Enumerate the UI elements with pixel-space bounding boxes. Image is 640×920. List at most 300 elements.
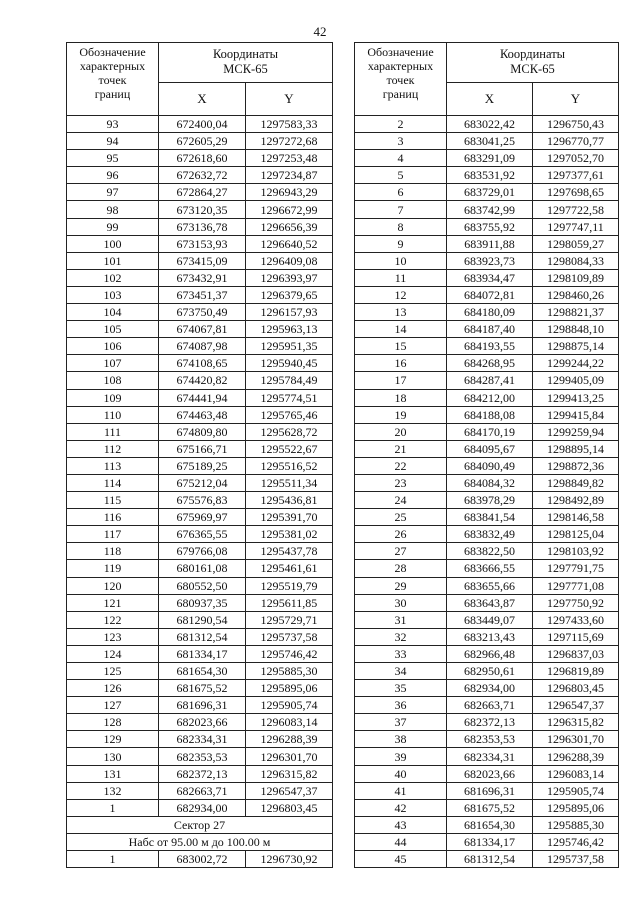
table-row [355,492,619,509]
table-row [355,201,619,218]
table-row [355,782,619,799]
point-number-cell: 122 [67,611,159,628]
point-number-cell: 113 [67,457,159,474]
x-coordinate-cell: 675166,71 [159,440,246,457]
x-coordinate-cell: 684095,67 [447,440,533,457]
x-coordinate-cell: 684170,19 [447,423,533,440]
point-number-cell: 30 [355,594,447,611]
x-coordinate-cell: 673432,91 [159,269,246,286]
y-coordinate-cell: 1299259,94 [533,423,619,440]
y-coordinate-cell: 1297722,58 [533,201,619,218]
point-number-cell: 94 [67,133,159,150]
table-row [67,680,333,697]
table-row [355,235,619,252]
point-number-cell: 27 [355,543,447,560]
x-coordinate-cell: 674087,98 [159,338,246,355]
y-coordinate-cell: 1298084,33 [533,252,619,269]
header-y: Y [533,82,619,115]
x-coordinate-cell: 675969,97 [159,509,246,526]
y-coordinate-cell: 1296672,99 [246,201,333,218]
point-number-cell: 116 [67,509,159,526]
x-coordinate-cell: 682023,66 [447,765,533,782]
x-coordinate-cell: 682934,00 [447,680,533,697]
y-coordinate-cell: 1295940,45 [246,355,333,372]
table-row [67,252,333,269]
y-coordinate-cell: 1296157,93 [246,304,333,321]
table-row [67,286,333,303]
x-coordinate-cell: 683041,25 [447,133,533,150]
point-number-cell: 108 [67,372,159,389]
x-coordinate-cell: 676365,55 [159,526,246,543]
header-designation-line: точек [98,73,127,87]
table-row [67,201,333,218]
table-body-right [355,116,619,868]
x-coordinate-cell: 683729,01 [447,184,533,201]
table-row [355,286,619,303]
x-coordinate-cell: 673451,37 [159,286,246,303]
point-number-cell: 33 [355,645,447,662]
x-coordinate-cell: 672400,04 [159,116,246,133]
y-coordinate-cell: 1299244,22 [533,355,619,372]
point-number-cell: 101 [67,252,159,269]
table-row [67,304,333,321]
y-coordinate-cell: 1296640,52 [246,235,333,252]
point-number-cell: 2 [355,116,447,133]
x-coordinate-cell: 674809,80 [159,423,246,440]
y-coordinate-cell: 1296315,82 [533,714,619,731]
table-row [67,184,333,201]
table-row [67,714,333,731]
point-number-cell: 35 [355,680,447,697]
height-range-label: Набс от 95.00 м до 100.00 м [67,833,333,850]
header-y: Y [246,82,333,115]
x-coordinate-cell: 673415,09 [159,252,246,269]
point-number-cell: 100 [67,235,159,252]
table-row [355,269,619,286]
point-number-cell: 28 [355,560,447,577]
point-number-cell: 25 [355,509,447,526]
table-row [67,389,333,406]
point-number-cell: 9 [355,235,447,252]
point-number-cell: 36 [355,697,447,714]
x-coordinate-cell: 682966,48 [447,645,533,662]
point-number-cell: 127 [67,697,159,714]
y-coordinate-cell: 1298492,89 [533,492,619,509]
x-coordinate-cell: 682663,71 [447,697,533,714]
y-coordinate-cell: 1297377,61 [533,167,619,184]
y-coordinate-cell: 1297750,92 [533,594,619,611]
x-coordinate-cell: 684287,41 [447,372,533,389]
point-number-cell: 22 [355,457,447,474]
x-coordinate-cell: 683911,88 [447,235,533,252]
x-coordinate-cell: 683655,66 [447,577,533,594]
point-number-cell: 39 [355,748,447,765]
y-coordinate-cell: 1297052,70 [533,150,619,167]
x-coordinate-cell: 684268,95 [447,355,533,372]
x-coordinate-cell: 681654,30 [447,816,533,833]
point-number-cell: 109 [67,389,159,406]
table-row [355,611,619,628]
y-coordinate-cell: 1295774,51 [246,389,333,406]
sector-label: Сектор 27 [67,816,333,833]
point-number-cell: 125 [67,663,159,680]
point-number-cell: 102 [67,269,159,286]
table-row [355,560,619,577]
y-coordinate-cell: 1298109,89 [533,269,619,286]
x-coordinate-cell: 683934,47 [447,269,533,286]
y-coordinate-cell: 1298875,14 [533,338,619,355]
header-designation-line: характерных [79,59,146,73]
table-row [67,560,333,577]
y-coordinate-cell: 1296547,37 [533,697,619,714]
table-row [355,577,619,594]
point-number-cell: 14 [355,321,447,338]
point-number-cell: 123 [67,628,159,645]
x-coordinate-cell: 683742,99 [447,201,533,218]
table-row [67,235,333,252]
point-number-cell: 103 [67,286,159,303]
point-number-cell: 19 [355,406,447,423]
y-coordinate-cell: 1297791,75 [533,560,619,577]
x-coordinate-cell: 672864,27 [159,184,246,201]
point-number-cell: 111 [67,423,159,440]
point-number-cell: 16 [355,355,447,372]
x-coordinate-cell: 682023,66 [159,714,246,731]
table-row [67,167,333,184]
x-coordinate-cell: 681675,52 [447,799,533,816]
table-row [67,133,333,150]
y-coordinate-cell: 1297115,69 [533,628,619,645]
x-coordinate-cell: 673153,93 [159,235,246,252]
table-row [67,509,333,526]
y-coordinate-cell: 1295895,06 [533,799,619,816]
y-coordinate-cell: 1296837,03 [533,645,619,662]
table-row [355,509,619,526]
point-number-cell: 41 [355,782,447,799]
point-number-cell: 120 [67,577,159,594]
point-number-cell: 96 [67,167,159,184]
y-coordinate-cell: 1296409,08 [246,252,333,269]
y-coordinate-cell: 1298125,04 [533,526,619,543]
table-row [67,423,333,440]
table-row [67,543,333,560]
table-row [67,782,333,799]
point-number-cell: 93 [67,116,159,133]
x-coordinate-cell: 672618,60 [159,150,246,167]
point-number-cell: 13 [355,304,447,321]
x-coordinate-cell: 682934,00 [159,799,246,816]
point-number-cell: 132 [67,782,159,799]
point-number-cell: 21 [355,440,447,457]
table-row [355,321,619,338]
table-row [355,765,619,782]
x-coordinate-cell: 672632,72 [159,167,246,184]
y-coordinate-cell: 1298872,36 [533,457,619,474]
table-row [355,133,619,150]
y-coordinate-cell: 1297433,60 [533,611,619,628]
table-row [355,457,619,474]
y-coordinate-cell: 1295391,70 [246,509,333,526]
point-number-cell: 26 [355,526,447,543]
x-coordinate-cell: 681675,52 [159,680,246,697]
x-coordinate-cell: 683531,92 [447,167,533,184]
y-coordinate-cell: 1295519,79 [246,577,333,594]
coordinates-table-left [66,42,333,868]
point-number-cell: 11 [355,269,447,286]
point-number-cell: 110 [67,406,159,423]
table-row [355,423,619,440]
y-coordinate-cell: 1298146,58 [533,509,619,526]
x-coordinate-cell: 684180,09 [447,304,533,321]
point-number-cell: 121 [67,594,159,611]
table-row [355,628,619,645]
point-number-cell: 1 [67,799,159,816]
y-coordinate-cell: 1295905,74 [533,782,619,799]
x-coordinate-cell: 680161,08 [159,560,246,577]
point-number-cell: 107 [67,355,159,372]
point-number-cell: 97 [67,184,159,201]
x-coordinate-cell: 684187,40 [447,321,533,338]
table-row [67,355,333,372]
x-coordinate-cell: 683449,07 [447,611,533,628]
point-number-cell: 15 [355,338,447,355]
point-number-cell: 42 [355,799,447,816]
table-row [67,457,333,474]
point-number-cell: 44 [355,833,447,850]
x-coordinate-cell: 680552,50 [159,577,246,594]
y-coordinate-cell: 1295522,67 [246,440,333,457]
point-number-cell: 40 [355,765,447,782]
y-coordinate-cell: 1296547,37 [246,782,333,799]
point-number-cell: 115 [67,492,159,509]
table-row [355,440,619,457]
table-row [355,372,619,389]
point-number-cell: 3 [355,133,447,150]
point-number-cell: 99 [67,218,159,235]
x-coordinate-cell: 684212,00 [447,389,533,406]
table-row [67,492,333,509]
x-coordinate-cell: 684072,81 [447,286,533,303]
x-coordinate-cell: 673750,49 [159,304,246,321]
header-coordinates-line: Координаты [212,47,279,62]
table-row [67,440,333,457]
point-number-cell: 117 [67,526,159,543]
table-row [355,714,619,731]
y-coordinate-cell: 1296379,65 [246,286,333,303]
y-coordinate-cell: 1295963,13 [246,321,333,338]
height-range-label-row [67,833,333,850]
table-row [67,799,333,816]
point-number-cell: 4 [355,150,447,167]
y-coordinate-cell: 1297272,68 [246,133,333,150]
x-coordinate-cell: 683978,29 [447,492,533,509]
point-number-cell: 5 [355,167,447,184]
table-row [67,628,333,645]
x-coordinate-cell: 681290,54 [159,611,246,628]
point-number-cell: 17 [355,372,447,389]
table-row [355,355,619,372]
table-row [355,167,619,184]
y-coordinate-cell: 1298103,92 [533,543,619,560]
table-row [355,338,619,355]
y-coordinate-cell: 1295511,34 [246,474,333,491]
point-number-cell: 29 [355,577,447,594]
x-coordinate-cell: 674441,94 [159,389,246,406]
table-row [355,851,619,868]
y-coordinate-cell: 1296393,97 [246,269,333,286]
y-coordinate-cell: 1295737,58 [246,628,333,645]
point-number-cell: 23 [355,474,447,491]
point-number-cell: 34 [355,663,447,680]
x-coordinate-cell: 682950,61 [447,663,533,680]
point-number-cell: 6 [355,184,447,201]
y-coordinate-cell: 1299415,84 [533,406,619,423]
header-coordinates-line: Координаты [499,47,566,62]
point-number-cell: 38 [355,731,447,748]
header-coordinates [159,43,333,83]
x-coordinate-cell: 681334,17 [159,645,246,662]
point-number-cell: 124 [67,645,159,662]
y-coordinate-cell: 1299405,09 [533,372,619,389]
point-number-cell: 98 [67,201,159,218]
x-coordinate-cell: 682372,13 [447,714,533,731]
y-coordinate-cell: 1295746,42 [246,645,333,662]
table-row [67,851,333,868]
table-row [67,338,333,355]
y-coordinate-cell: 1295885,30 [246,663,333,680]
y-coordinate-cell: 1298821,37 [533,304,619,321]
y-coordinate-cell: 1296301,70 [246,748,333,765]
coordinates-table-right [354,42,619,868]
table-row [67,611,333,628]
y-coordinate-cell: 1295895,06 [246,680,333,697]
x-coordinate-cell: 682334,31 [447,748,533,765]
header-coordinates [447,43,619,83]
y-coordinate-cell: 1296083,14 [533,765,619,782]
table-row [67,594,333,611]
y-coordinate-cell: 1297771,08 [533,577,619,594]
x-coordinate-cell: 675212,04 [159,474,246,491]
y-coordinate-cell: 1298460,26 [533,286,619,303]
table-row [355,184,619,201]
point-number-cell: 43 [355,816,447,833]
sector-label-row [67,816,333,833]
y-coordinate-cell: 1295461,61 [246,560,333,577]
header-designation-line: характерных [367,59,434,73]
point-number-cell: 10 [355,252,447,269]
x-coordinate-cell: 681654,30 [159,663,246,680]
x-coordinate-cell: 675189,25 [159,457,246,474]
table-row [355,748,619,765]
point-number-cell: 118 [67,543,159,560]
header-designation [355,43,447,116]
y-coordinate-cell: 1295765,46 [246,406,333,423]
header-x: X [447,82,533,115]
point-number-cell: 37 [355,714,447,731]
x-coordinate-cell: 681696,31 [447,782,533,799]
table-row [355,697,619,714]
y-coordinate-cell: 1295436,81 [246,492,333,509]
y-coordinate-cell: 1297747,11 [533,218,619,235]
y-coordinate-cell: 1296730,92 [246,851,333,868]
table-row [355,680,619,697]
point-number-cell: 31 [355,611,447,628]
table-row [355,645,619,662]
table-row [355,389,619,406]
y-coordinate-cell: 1297583,33 [246,116,333,133]
y-coordinate-cell: 1295746,42 [533,833,619,850]
x-coordinate-cell: 683822,50 [447,543,533,560]
table-row [67,663,333,680]
x-coordinate-cell: 682372,13 [159,765,246,782]
x-coordinate-cell: 672605,29 [159,133,246,150]
y-coordinate-cell: 1296770,77 [533,133,619,150]
y-coordinate-cell: 1296288,39 [533,748,619,765]
table-row [355,833,619,850]
x-coordinate-cell: 680937,35 [159,594,246,611]
x-coordinate-cell: 683666,55 [447,560,533,577]
header-designation-line: Обозначение [367,45,434,59]
table-row [355,799,619,816]
table-row [67,321,333,338]
table-row [355,731,619,748]
y-coordinate-cell: 1298848,10 [533,321,619,338]
x-coordinate-cell: 681312,54 [447,851,533,868]
x-coordinate-cell: 674420,82 [159,372,246,389]
y-coordinate-cell: 1297234,87 [246,167,333,184]
x-coordinate-cell: 681312,54 [159,628,246,645]
point-number-cell: 20 [355,423,447,440]
table-body-left [67,116,333,868]
table-row [67,406,333,423]
x-coordinate-cell: 674463,48 [159,406,246,423]
table-row [355,304,619,321]
point-number-cell: 130 [67,748,159,765]
x-coordinate-cell: 675576,83 [159,492,246,509]
table-row [355,526,619,543]
x-coordinate-cell: 683923,73 [447,252,533,269]
x-coordinate-cell: 682663,71 [159,782,246,799]
y-coordinate-cell: 1296083,14 [246,714,333,731]
x-coordinate-cell: 683002,72 [159,851,246,868]
point-number-cell: 7 [355,201,447,218]
point-number-cell: 112 [67,440,159,457]
y-coordinate-cell: 1296315,82 [246,765,333,782]
x-coordinate-cell: 683755,92 [447,218,533,235]
x-coordinate-cell: 674108,65 [159,355,246,372]
point-number-cell: 24 [355,492,447,509]
page-number: 42 [313,24,327,39]
point-number-cell: 32 [355,628,447,645]
y-coordinate-cell: 1296656,39 [246,218,333,235]
point-number-cell: 95 [67,150,159,167]
y-coordinate-cell: 1296943,29 [246,184,333,201]
point-number-cell: 128 [67,714,159,731]
table-row [355,116,619,133]
table-row [67,645,333,662]
y-coordinate-cell: 1297253,48 [246,150,333,167]
header-x: X [159,82,246,115]
y-coordinate-cell: 1295381,02 [246,526,333,543]
y-coordinate-cell: 1297698,65 [533,184,619,201]
point-number-cell: 126 [67,680,159,697]
x-coordinate-cell: 684188,08 [447,406,533,423]
x-coordinate-cell: 681334,17 [447,833,533,850]
y-coordinate-cell: 1295729,71 [246,611,333,628]
header-designation [67,43,159,116]
table-row [355,594,619,611]
table-row [67,269,333,286]
